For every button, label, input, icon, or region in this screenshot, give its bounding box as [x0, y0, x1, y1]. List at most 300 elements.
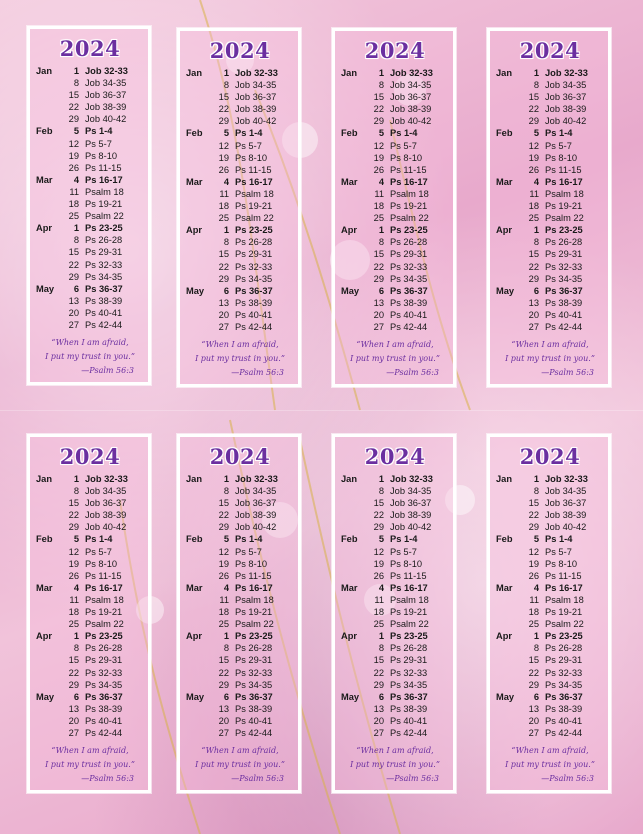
reading-row — [496, 164, 604, 176]
reading-day: 15 — [68, 90, 79, 101]
reading-day: 27 — [373, 321, 384, 332]
reading-month — [36, 485, 64, 497]
reading-passage: Ps 8-10 — [235, 558, 268, 569]
reading-row — [496, 582, 604, 594]
reading-day: 22 — [218, 667, 229, 678]
bookmark-quote — [36, 744, 144, 786]
reading-passage: Psalm 22 — [390, 619, 429, 630]
reading-day: 29 — [218, 522, 229, 533]
reading-month — [36, 89, 64, 101]
reading-month — [341, 618, 369, 630]
reading-day: 19 — [528, 152, 539, 163]
reading-passage: Ps 32-33 — [545, 667, 583, 678]
reading-row — [186, 485, 294, 497]
reading-day: 26 — [528, 570, 539, 581]
reading-month: Mar — [36, 582, 53, 593]
reading-schedule — [496, 473, 604, 739]
reading-month — [496, 103, 524, 115]
reading-month — [341, 497, 369, 509]
reading-row — [496, 212, 604, 224]
quote-line-1: “When I am afraid, — [51, 338, 129, 348]
reading-day: 4 — [378, 176, 384, 187]
reading-passage: Ps 19-21 — [390, 201, 428, 212]
reading-day: 1 — [223, 225, 229, 236]
reading-passage: Ps 5-7 — [235, 546, 262, 557]
reading-row — [36, 521, 144, 533]
quote-citation: —Psalm 56:3 — [386, 774, 439, 784]
reading-month — [36, 198, 64, 210]
reading-day: 1 — [533, 68, 539, 78]
reading-passage: Ps 11-15 — [390, 570, 427, 581]
reading-month: May — [36, 283, 55, 294]
reading-row — [496, 261, 604, 273]
reading-passage: Job 38-39 — [390, 510, 432, 521]
reading-row — [341, 273, 449, 285]
reading-month: Feb — [36, 534, 53, 545]
reading-row — [341, 212, 449, 224]
reading-row — [36, 509, 144, 521]
quote-citation: —Psalm 56:3 — [81, 366, 134, 376]
reading-schedule — [186, 67, 294, 333]
reading-day: 26 — [68, 570, 79, 581]
reading-row — [186, 297, 294, 309]
reading-month — [36, 703, 64, 715]
reading-passage: Ps 29-31 — [85, 247, 123, 258]
reading-day: 19 — [373, 558, 384, 569]
bookmark-6 — [177, 434, 301, 793]
reading-day: 4 — [73, 582, 79, 593]
reading-row — [186, 127, 294, 139]
reading-month — [496, 261, 524, 273]
reading-passage: Ps 5-7 — [85, 546, 112, 557]
reading-month — [341, 164, 369, 176]
reading-passage: Ps 8-10 — [85, 150, 118, 161]
reading-day: 15 — [373, 92, 384, 103]
reading-passage: Psalm 22 — [390, 213, 429, 224]
reading-passage: Ps 29-31 — [390, 249, 428, 260]
reading-month — [186, 521, 214, 533]
reading-day: 11 — [69, 594, 79, 605]
reading-month — [341, 703, 369, 715]
reading-day: 12 — [68, 546, 79, 557]
reading-month — [496, 594, 524, 606]
reading-passage: Ps 42-44 — [235, 727, 273, 738]
reading-day: 1 — [378, 68, 384, 78]
reading-month — [496, 703, 524, 715]
reading-day: 4 — [533, 176, 539, 187]
bookmark-quote — [186, 338, 294, 380]
reading-row — [186, 691, 294, 703]
reading-row — [36, 283, 144, 295]
reading-row — [496, 667, 604, 679]
reading-month: Mar — [341, 582, 358, 593]
reading-passage: Ps 19-21 — [85, 607, 123, 618]
reading-passage: Ps 23-25 — [235, 225, 273, 236]
reading-month: Jan — [496, 68, 513, 78]
reading-passage: Ps 29-31 — [85, 655, 123, 666]
reading-row — [341, 236, 449, 248]
reading-day: 22 — [373, 667, 384, 678]
reading-month — [36, 150, 64, 162]
bookmark-quote — [36, 336, 144, 378]
reading-row — [341, 224, 449, 236]
reading-month — [496, 248, 524, 260]
reading-day: 5 — [223, 128, 229, 139]
bookmark-quote — [186, 744, 294, 786]
reading-day: 8 — [533, 237, 539, 248]
reading-passage: Ps 34-35 — [235, 679, 273, 690]
reading-day: 8 — [533, 80, 539, 91]
reading-month — [36, 521, 64, 533]
reading-row — [186, 285, 294, 297]
reading-day: 22 — [68, 667, 79, 678]
reading-day: 19 — [68, 558, 79, 569]
reading-passage: Ps 11-15 — [545, 570, 582, 581]
reading-passage: Ps 40-41 — [85, 307, 123, 318]
reading-day: 18 — [373, 201, 384, 212]
reading-passage: Ps 36-37 — [390, 691, 428, 702]
reading-row — [36, 259, 144, 271]
reading-row — [186, 667, 294, 679]
reading-row — [186, 164, 294, 176]
reading-day: 26 — [68, 162, 79, 173]
reading-passage: Ps 23-25 — [390, 631, 428, 642]
reading-passage: Psalm 22 — [235, 619, 274, 630]
reading-day: 29 — [373, 679, 384, 690]
reading-row — [36, 679, 144, 691]
reading-row — [496, 297, 604, 309]
reading-day: 15 — [373, 249, 384, 260]
reading-row — [186, 115, 294, 127]
reading-passage: Ps 34-35 — [545, 679, 583, 690]
reading-passage: Ps 19-21 — [545, 607, 583, 618]
reading-passage: Ps 8-10 — [545, 152, 578, 163]
reading-day: 12 — [528, 140, 539, 151]
reading-passage: Ps 26-28 — [390, 237, 428, 248]
reading-month — [496, 679, 524, 691]
reading-row — [186, 715, 294, 727]
reading-row — [36, 618, 144, 630]
reading-day: 20 — [373, 715, 384, 726]
reading-row — [186, 594, 294, 606]
reading-row — [186, 91, 294, 103]
reading-passage: Ps 38-39 — [235, 297, 273, 308]
reading-month — [341, 570, 369, 582]
reading-day: 4 — [223, 582, 229, 593]
quote-citation: —Psalm 56:3 — [541, 368, 594, 378]
reading-month — [36, 715, 64, 727]
reading-month — [36, 307, 64, 319]
reading-passage: Ps 8-10 — [390, 558, 423, 569]
reading-passage: Ps 19-21 — [85, 199, 123, 210]
reading-passage: Ps 38-39 — [545, 703, 583, 714]
reading-row — [341, 594, 449, 606]
reading-day: 22 — [218, 261, 229, 272]
reading-day: 18 — [68, 199, 79, 210]
reading-month — [496, 521, 524, 533]
reading-day: 13 — [373, 703, 384, 714]
reading-month — [341, 273, 369, 285]
reading-row — [36, 101, 144, 113]
reading-day: 15 — [68, 247, 79, 258]
reading-row — [341, 558, 449, 570]
reading-day: 27 — [68, 319, 79, 330]
reading-passage: Psalm 18 — [545, 188, 584, 199]
quote-citation: —Psalm 56:3 — [231, 368, 284, 378]
reading-day: 15 — [528, 498, 539, 509]
reading-passage: Ps 42-44 — [390, 727, 428, 738]
reading-month — [36, 618, 64, 630]
reading-passage: Ps 36-37 — [390, 285, 428, 296]
reading-month — [496, 152, 524, 164]
reading-row — [36, 65, 144, 77]
reading-passage: Ps 11-15 — [235, 570, 272, 581]
reading-row — [186, 654, 294, 666]
reading-month — [36, 138, 64, 150]
reading-month: Apr — [496, 225, 513, 236]
reading-passage: Ps 16-17 — [235, 176, 273, 187]
reading-month — [186, 667, 214, 679]
reading-row — [36, 582, 144, 594]
reading-row — [36, 715, 144, 727]
reading-passage: Ps 32-33 — [390, 667, 428, 678]
reading-passage: Psalm 18 — [235, 594, 274, 605]
reading-day: 6 — [378, 285, 384, 296]
reading-day: 22 — [528, 510, 539, 521]
reading-passage: Job 40-42 — [85, 114, 127, 125]
reading-month: Mar — [496, 176, 513, 187]
reading-row — [341, 521, 449, 533]
reading-month: Apr — [341, 631, 358, 642]
reading-month — [186, 618, 214, 630]
reading-passage: Ps 16-17 — [390, 176, 428, 187]
reading-month: Jan — [36, 66, 53, 76]
reading-day: 22 — [528, 261, 539, 272]
reading-month — [496, 140, 524, 152]
reading-day: 1 — [73, 631, 79, 642]
reading-passage: Ps 8-10 — [545, 558, 578, 569]
reading-day: 25 — [68, 211, 79, 222]
reading-row — [341, 309, 449, 321]
reading-day: 22 — [373, 104, 384, 115]
reading-row — [496, 236, 604, 248]
reading-month — [496, 188, 524, 200]
reading-month: Apr — [341, 225, 358, 236]
quote-citation: —Psalm 56:3 — [231, 774, 284, 784]
reading-month — [496, 654, 524, 666]
reading-row — [496, 152, 604, 164]
reading-day: 29 — [68, 679, 79, 690]
reading-day: 19 — [528, 558, 539, 569]
reading-row — [341, 630, 449, 642]
reading-passage: Ps 42-44 — [235, 321, 273, 332]
reading-passage: Ps 11-15 — [235, 164, 272, 175]
reading-day: 8 — [223, 80, 229, 91]
reading-row — [496, 594, 604, 606]
quote-line-1: “When I am afraid, — [511, 340, 589, 350]
reading-day: 8 — [73, 486, 79, 497]
reading-day: 12 — [373, 140, 384, 151]
reading-row — [186, 67, 294, 79]
reading-day: 22 — [218, 510, 229, 521]
reading-month — [186, 679, 214, 691]
reading-row — [186, 152, 294, 164]
reading-day: 25 — [528, 619, 539, 630]
reading-day: 22 — [68, 510, 79, 521]
reading-day: 15 — [218, 655, 229, 666]
reading-month — [36, 162, 64, 174]
reading-row — [341, 485, 449, 497]
reading-row — [36, 533, 144, 545]
reading-passage: Ps 36-37 — [545, 691, 583, 702]
reading-month: Jan — [341, 68, 358, 78]
reading-month: Feb — [186, 128, 203, 139]
reading-day: 22 — [528, 667, 539, 678]
reading-row — [496, 473, 604, 485]
reading-row — [341, 679, 449, 691]
reading-day: 12 — [68, 138, 79, 149]
reading-passage: Ps 26-28 — [545, 643, 583, 654]
reading-month — [341, 236, 369, 248]
reading-month — [186, 727, 214, 739]
quote-line-1: “When I am afraid, — [356, 746, 434, 756]
reading-day: 11 — [374, 594, 384, 605]
quote-citation: —Psalm 56:3 — [541, 774, 594, 784]
reading-passage: Ps 40-41 — [235, 715, 273, 726]
reading-passage: Ps 29-31 — [235, 249, 273, 260]
reading-month: Apr — [36, 631, 53, 642]
reading-passage: Ps 36-37 — [545, 285, 583, 296]
reading-passage: Psalm 22 — [85, 619, 124, 630]
reading-day: 8 — [223, 237, 229, 248]
reading-day: 11 — [374, 188, 384, 199]
reading-month — [186, 188, 214, 200]
reading-day: 4 — [73, 174, 79, 185]
reading-row — [341, 79, 449, 91]
reading-passage: Ps 32-33 — [545, 261, 583, 272]
reading-row — [341, 321, 449, 333]
reading-month: May — [186, 691, 205, 702]
reading-passage: Job 36-37 — [545, 498, 587, 509]
reading-month: Mar — [186, 582, 203, 593]
reading-passage: Job 32-33 — [235, 474, 278, 484]
reading-row — [36, 307, 144, 319]
reading-passage: Job 40-42 — [545, 522, 587, 533]
reading-day: 4 — [533, 582, 539, 593]
reading-day: 26 — [373, 164, 384, 175]
reading-day: 19 — [218, 558, 229, 569]
reading-month — [186, 115, 214, 127]
reading-row — [341, 727, 449, 739]
reading-month — [186, 152, 214, 164]
reading-row — [341, 140, 449, 152]
reading-passage: Psalm 18 — [545, 594, 584, 605]
reading-month: Apr — [186, 631, 203, 642]
reading-day: 18 — [218, 607, 229, 618]
reading-day: 18 — [218, 201, 229, 212]
reading-day: 18 — [68, 607, 79, 618]
reading-passage: Ps 32-33 — [85, 259, 123, 270]
reading-day: 5 — [378, 128, 384, 139]
reading-month — [341, 140, 369, 152]
reading-passage: Ps 19-21 — [390, 607, 428, 618]
reading-passage: Ps 1-4 — [85, 534, 113, 545]
reading-month — [186, 248, 214, 260]
reading-passage: Ps 5-7 — [390, 546, 417, 557]
reading-passage: Ps 1-4 — [390, 128, 418, 139]
reading-row — [186, 224, 294, 236]
reading-month — [496, 79, 524, 91]
reading-passage: Ps 11-15 — [85, 570, 122, 581]
reading-passage: Ps 34-35 — [390, 679, 428, 690]
reading-day: 29 — [373, 273, 384, 284]
reading-day: 8 — [533, 486, 539, 497]
bookmark-4 — [487, 28, 611, 387]
reading-month — [186, 558, 214, 570]
reading-month: Jan — [186, 474, 203, 484]
reading-row — [36, 198, 144, 210]
reading-month — [36, 679, 64, 691]
reading-month — [186, 497, 214, 509]
quote-line-2: I put my trust in you.” — [350, 760, 440, 770]
reading-day: 1 — [223, 474, 229, 484]
reading-month — [496, 273, 524, 285]
reading-day: 26 — [373, 570, 384, 581]
reading-day: 8 — [378, 80, 384, 91]
reading-row — [496, 509, 604, 521]
reading-passage: Ps 40-41 — [390, 715, 428, 726]
reading-day: 20 — [218, 715, 229, 726]
reading-day: 8 — [223, 643, 229, 654]
reading-day: 29 — [218, 116, 229, 127]
reading-row — [36, 691, 144, 703]
reading-passage: Psalm 18 — [390, 594, 429, 605]
reading-row — [341, 261, 449, 273]
quote-line-1: “When I am afraid, — [356, 340, 434, 350]
reading-passage: Ps 32-33 — [235, 261, 273, 272]
reading-day: 15 — [528, 249, 539, 260]
reading-row — [496, 127, 604, 139]
reading-row — [496, 606, 604, 618]
reading-passage: Ps 29-31 — [390, 655, 428, 666]
reading-row — [341, 654, 449, 666]
reading-day: 4 — [378, 582, 384, 593]
reading-month — [36, 186, 64, 198]
reading-day: 25 — [218, 213, 229, 224]
reading-day: 25 — [68, 619, 79, 630]
reading-month: Apr — [186, 225, 203, 236]
reading-day: 26 — [528, 164, 539, 175]
reading-month: May — [496, 691, 515, 702]
reading-row — [186, 679, 294, 691]
reading-row — [36, 246, 144, 258]
reading-day: 12 — [373, 546, 384, 557]
reading-passage: Ps 40-41 — [545, 715, 583, 726]
reading-passage: Ps 8-10 — [390, 152, 423, 163]
reading-month — [341, 727, 369, 739]
reading-passage: Job 36-37 — [545, 92, 587, 103]
quote-citation: —Psalm 56:3 — [386, 368, 439, 378]
reading-passage: Job 40-42 — [390, 522, 432, 533]
reading-passage: Job 34-35 — [390, 486, 432, 497]
reading-day: 13 — [528, 703, 539, 714]
quote-line-1: “When I am afraid, — [201, 746, 279, 756]
reading-passage: Ps 38-39 — [85, 703, 123, 714]
reading-row — [36, 125, 144, 137]
reading-month — [496, 570, 524, 582]
reading-row — [496, 103, 604, 115]
reading-month — [36, 234, 64, 246]
